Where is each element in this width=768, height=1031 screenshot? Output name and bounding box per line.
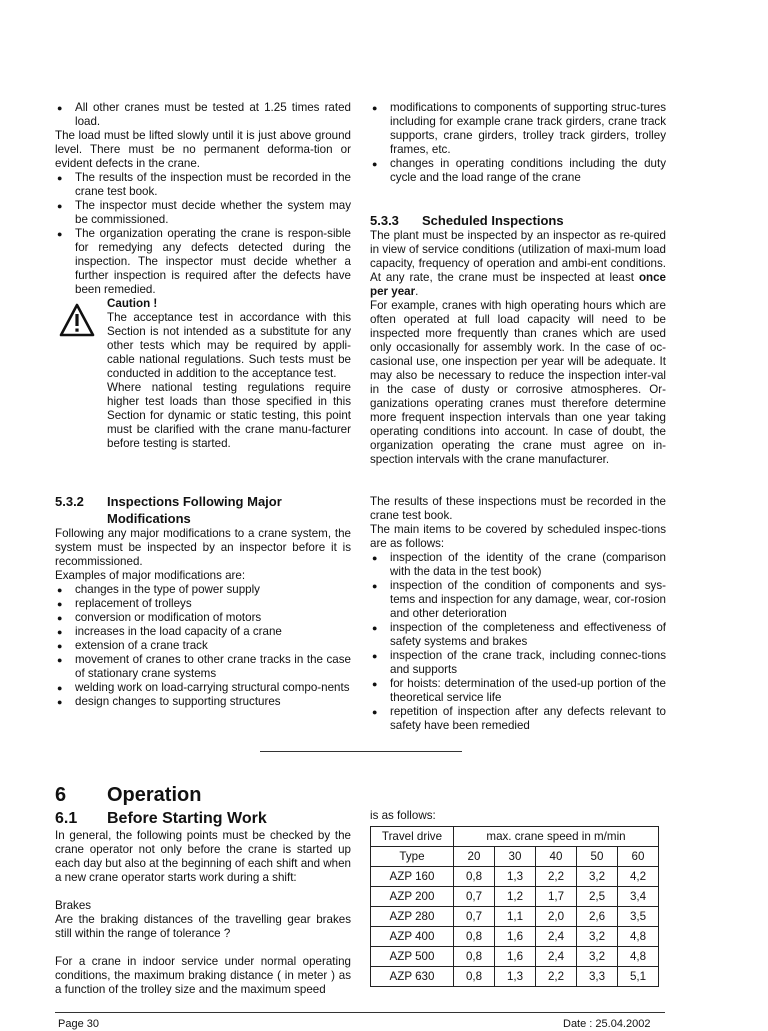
list-item: ● increases in the load capacity of a crane xyxy=(55,625,351,639)
value-cell: 2,2 xyxy=(536,867,577,887)
paragraph-main-items: The main items to be covered by scheduled inspec-tions are as follows: xyxy=(370,523,666,550)
list-item: ● modifications to components of supporting struc-tures including for example crane track girders, crane track supports, crane girders, trolley track girders, trolley frames, etc. xyxy=(370,101,666,157)
brakes-label: Brakes xyxy=(55,899,92,912)
footer-rule xyxy=(55,1012,665,1013)
value-cell: 4,8 xyxy=(618,947,659,967)
table-row xyxy=(371,947,659,967)
footer-date: Date : 25.04.2002 xyxy=(563,1018,651,1030)
paragraph-examples: Examples of major modifications are: xyxy=(55,569,246,582)
speed-header: 40 xyxy=(536,847,577,867)
paragraph-braking-distance: For a crane in indoor service under normal operating conditions, the maximum braking distance ( in meter ) as a function of the trolley size and the maximum speed xyxy=(55,955,351,996)
section-number: 6.1 xyxy=(55,810,78,827)
value-cell: 3,2 xyxy=(577,947,618,967)
list-item: ● inspection of the identity of the crane (comparison with the data in the test book) xyxy=(370,551,666,579)
table-row xyxy=(371,927,659,947)
table-row xyxy=(371,887,659,907)
scheduled-items-list xyxy=(370,551,666,733)
list-item: ● repetition of inspection after any defects relevant to safety have been remedied xyxy=(370,705,666,733)
value-cell: 5,1 xyxy=(618,967,659,987)
section-title: Inspections Following Major Modifications xyxy=(107,494,282,526)
list-item: ● conversion or modification of motors xyxy=(55,611,351,625)
paragraph-results: The results of these inspections must be recorded in the crane test book. xyxy=(370,495,666,522)
table-row xyxy=(371,907,659,927)
value-cell: 2,5 xyxy=(577,887,618,907)
type-cell: AZP 200 xyxy=(371,887,454,907)
type-cell: AZP 280 xyxy=(371,907,454,927)
page-number: Page 30 xyxy=(58,1018,99,1030)
value-cell: 0,8 xyxy=(454,867,495,887)
modification-list xyxy=(55,583,351,709)
section-title: Operation xyxy=(107,784,202,806)
header-type: Type xyxy=(371,847,454,867)
value-cell: 3,3 xyxy=(577,967,618,987)
paragraph-scheduled: The plant must be inspected by an inspector as re-quired in view of service conditions (utilization of maxi-mum load capacity, frequency of operation and ambi-ent conditions. At any rate, the crane must be inspected at least once per year. xyxy=(370,229,666,298)
table-row xyxy=(371,967,659,987)
paragraph-load: The load must be lifted slowly until it is just above ground level. There must be no permanent deforma-tion or evident defects in the crane. xyxy=(55,129,351,170)
value-cell: 0,8 xyxy=(454,967,495,987)
value-cell: 3,2 xyxy=(577,927,618,947)
value-cell: 0,7 xyxy=(454,907,495,927)
speed-header: 60 xyxy=(618,847,659,867)
value-cell: 1,7 xyxy=(536,887,577,907)
paragraph-general-checks: In general, the following points must be checked by the crane operator not only before the crane is started up each day but also at the beginning of each shift and when a new crane operator starts work during a shift: xyxy=(55,829,351,884)
table-row xyxy=(371,867,659,887)
list-item: ● All other cranes must be tested at 1.25 times rated load. xyxy=(55,101,351,129)
value-cell: 4,2 xyxy=(618,867,659,887)
list-item: ● changes in operating conditions including the duty cycle and the load range of the crane xyxy=(370,157,666,185)
modification-list-continued xyxy=(370,101,666,185)
value-cell: 1,3 xyxy=(495,867,536,887)
list-item: ● extension of a crane track xyxy=(55,639,351,653)
left-column xyxy=(55,101,351,709)
brakes-question: Are the braking distances of the travelling gear brakes still within the range of tolerance ? xyxy=(55,913,351,940)
value-cell: 1,3 xyxy=(495,967,536,987)
section-5-3-2-heading xyxy=(55,493,351,527)
value-cell: 3,2 xyxy=(577,867,618,887)
list-item: ● replacement of trolleys xyxy=(55,597,351,611)
type-cell: AZP 630 xyxy=(371,967,454,987)
result-bullets xyxy=(55,171,351,297)
speed-header: 20 xyxy=(454,847,495,867)
value-cell: 2,6 xyxy=(577,907,618,927)
caution-paragraph-1: The acceptance test in accordance with this Section is not intended as a substitute for any other tests which may be required by appli-cable national regulations. Such tests must be conducted in addition to the acceptance test. xyxy=(107,311,351,380)
section-number: 5.3.2 xyxy=(55,494,84,509)
section-5-3-3-heading xyxy=(370,212,666,229)
value-cell: 0,8 xyxy=(454,947,495,967)
list-item: ● inspection of the completeness and effectiveness of safety systems and brakes xyxy=(370,621,666,649)
list-item: ● inspection of the condition of components and sys-tems and inspection for any damage, wear, cor-rosion and other deterioration xyxy=(370,579,666,621)
section-divider xyxy=(260,751,462,752)
value-cell: 2,0 xyxy=(536,907,577,927)
value-cell: 1,6 xyxy=(495,947,536,967)
value-cell: 3,5 xyxy=(618,907,659,927)
section-title: Scheduled Inspections xyxy=(422,213,564,228)
list-item: ● changes in the type of power supply xyxy=(55,583,351,597)
value-cell: 0,7 xyxy=(454,887,495,907)
test-bullets xyxy=(55,101,351,129)
value-cell: 1,2 xyxy=(495,887,536,907)
value-cell: 1,1 xyxy=(495,907,536,927)
header-travel-drive: Travel drive xyxy=(371,827,454,847)
table-intro: is as follows: xyxy=(370,809,436,822)
list-item: ● for hoists: determination of the used-up portion of the theoretical service life xyxy=(370,677,666,705)
speed-header: 50 xyxy=(577,847,618,867)
paragraph-modifications: Following any major modifications to a crane system, the system must be inspected by an inspector before it is recommissioned. xyxy=(55,527,351,568)
caution-title: Caution ! xyxy=(107,297,158,310)
value-cell: 2,4 xyxy=(536,947,577,967)
braking-distance-table xyxy=(370,826,659,987)
value-cell: 4,8 xyxy=(618,927,659,947)
list-item: ● design changes to supporting structures xyxy=(55,695,351,709)
caution-box xyxy=(55,297,351,451)
header-max-speed: max. crane speed in m/min xyxy=(454,827,659,847)
speed-header: 30 xyxy=(495,847,536,867)
value-cell: 2,2 xyxy=(536,967,577,987)
paragraph-example-cranes: For example, cranes with high operating hours which are often operated at full load capacity will need to be inspected more frequently than cranes which are used only occasionally for assembly work. In the case of oc-casional use, one inspection per year will be adequate. It may also be necessary to reduce the inspection inter-val in the case of dusty or corrosive atmospheres. Or-ganizations operating cranes must therefore determine more frequent inspection intervals than one year taking operating conditions into account. In case of doubt, the organization operating the crane must agree on in-spection intervals with the crane manufacturer. xyxy=(370,299,666,466)
section-title: Before Starting Work xyxy=(107,810,267,827)
section-6-1-heading xyxy=(55,810,267,828)
list-item: ● welding work on load-carrying structural compo-nents xyxy=(55,681,351,695)
section-number: 6 xyxy=(55,784,67,806)
list-item: ● The organization operating the crane is respon-sible for remedying any defects detected during the inspection. The inspector must decide whether a further inspection is required after the defects have been remedied. xyxy=(55,227,351,297)
warning-icon xyxy=(59,303,95,337)
type-cell: AZP 160 xyxy=(371,867,454,887)
list-item: ● The inspector must decide whether the system may be commissioned. xyxy=(55,199,351,227)
value-cell: 1,6 xyxy=(495,927,536,947)
list-item: ● inspection of the crane track, including connec-tions and supports xyxy=(370,649,666,677)
value-cell: 0,8 xyxy=(454,927,495,947)
section-6-heading xyxy=(55,784,201,806)
table-header-row xyxy=(371,827,659,847)
once-per-year: once per year xyxy=(370,271,666,298)
section-number: 5.3.3 xyxy=(370,213,399,228)
type-cell: AZP 500 xyxy=(371,947,454,967)
list-item: ● movement of cranes to other crane tracks in the case of stationary crane systems xyxy=(55,653,351,681)
right-column xyxy=(370,101,666,733)
type-cell: AZP 400 xyxy=(371,927,454,947)
value-cell: 2,4 xyxy=(536,927,577,947)
table-subheader-row xyxy=(371,847,659,867)
value-cell: 3,4 xyxy=(618,887,659,907)
list-item: ● The results of the inspection must be recorded in the crane test book. xyxy=(55,171,351,199)
operation-column xyxy=(55,829,351,997)
caution-paragraph-2: Where national testing regulations require higher test loads than those specified in this Section for dynamic or static testing, this point must be clarified with the crane manu-facturer before testing is started. xyxy=(107,381,351,450)
